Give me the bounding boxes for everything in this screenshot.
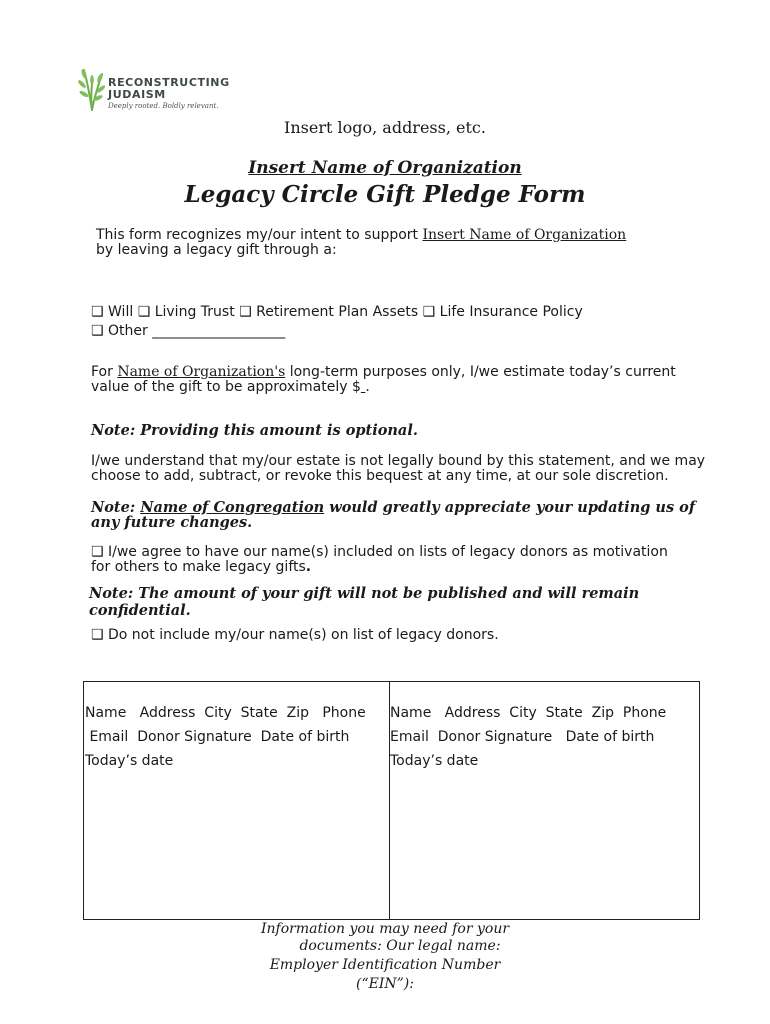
- intro-suffix: by leaving a legacy gift through a:: [96, 242, 337, 258]
- left-cell-line2: Email Donor Signature Date of birth: [85, 729, 350, 745]
- note-confidential: Note: The amount of your gift will not be published and will remain confidential.: [89, 585, 640, 619]
- living-trust-checkbox[interactable]: ❑: [137, 304, 151, 320]
- agree-period: .: [305, 559, 312, 575]
- will-checkbox[interactable]: ❑: [91, 304, 104, 320]
- other-checkbox[interactable]: ❑: [91, 323, 104, 339]
- note-amount-optional: Note: Providing this amount is optional.: [91, 422, 418, 439]
- exclude-checkbox[interactable]: ❑: [91, 627, 104, 643]
- agree-label: I/we agree to have our name(s) included on lists of legacy donors as motivation for others to make legacy gifts: [91, 544, 668, 575]
- footer-line3: Employer Identification Number: [269, 957, 501, 973]
- estimate-paragraph: [91, 365, 691, 395]
- life-insurance-label: Life Insurance Policy: [439, 304, 583, 320]
- logo-text-line2: JUDAISM: [108, 88, 166, 101]
- other-blank-field[interactable]: ___________________: [152, 323, 286, 339]
- agree-checkbox[interactable]: ❑: [91, 544, 104, 560]
- retirement-label: Retirement Plan Assets: [256, 304, 419, 320]
- page-title: Legacy Circle Gift Pledge Form: [184, 181, 586, 208]
- living-trust-label: Living Trust: [154, 304, 235, 320]
- estimate-middle: long-term purposes only, I/we estimate today’s current value of the gift to be approximately $: [91, 364, 676, 395]
- footer-line1: Information you may need for your: [260, 921, 510, 937]
- donor-cell-right[interactable]: [390, 701, 695, 773]
- leaf-logo-icon: [78, 64, 106, 112]
- organization-name-text: Insert Name of Organization: [248, 158, 522, 178]
- donor-info-table: [83, 681, 700, 920]
- left-cell-line1: Name Address City State Zip Phone: [85, 705, 366, 721]
- agree-option: [91, 545, 691, 575]
- organization-logo: [78, 64, 258, 114]
- footer-line4: (“EIN”):: [356, 976, 414, 992]
- right-cell-line3: Today’s date: [390, 753, 479, 769]
- intro-org-name: Insert Name of Organization: [422, 227, 627, 243]
- logo-text-line1: RECONSTRUCTING: [108, 76, 230, 89]
- estimate-prefix: For: [91, 364, 118, 380]
- note2-suffix: would greatly appreciate your updating us of any future changes.: [91, 499, 696, 531]
- donor-cell-left[interactable]: [85, 701, 390, 773]
- footer-line2: documents: Our legal name:: [299, 938, 501, 954]
- estimate-org-name: Name of Organization's: [117, 364, 286, 380]
- other-label: Other: [108, 323, 148, 339]
- note-update-changes: [91, 500, 711, 530]
- other-option-row: [91, 324, 285, 339]
- life-insurance-checkbox[interactable]: ❑: [422, 304, 436, 320]
- organization-name-heading: [0, 158, 770, 178]
- left-cell-line3: Today’s date: [85, 753, 174, 769]
- retirement-checkbox[interactable]: ❑: [239, 304, 252, 320]
- note2-prefix: Note:: [91, 499, 141, 516]
- estimate-end: .: [365, 379, 370, 395]
- understand-paragraph: I/we understand that my/our estate is not legally bound by this statement, and we may choose to add, subtract, or revoke this bequest at any time, at our sole discretion.: [91, 453, 706, 484]
- intro-paragraph: [96, 228, 696, 258]
- header-placeholder: Insert logo, address, etc.: [284, 118, 486, 137]
- exclude-label: Do not include my/our name(s) on list of legacy donors.: [108, 627, 499, 643]
- intro-prefix: This form recognizes my/our intent to support: [96, 227, 423, 243]
- legal-info-footer: [240, 921, 530, 993]
- will-label: Will: [108, 304, 134, 320]
- logo-tagline: Deeply rooted. Boldly relevant.: [108, 102, 219, 110]
- note2-congregation-name: Name of Congregation: [140, 499, 325, 516]
- right-cell-line1: Name Address City State Zip Phone: [390, 705, 667, 721]
- exclude-option: [91, 628, 499, 643]
- gift-options-row: [91, 305, 583, 320]
- right-cell-line2: Email Donor Signature Date of birth: [390, 729, 655, 745]
